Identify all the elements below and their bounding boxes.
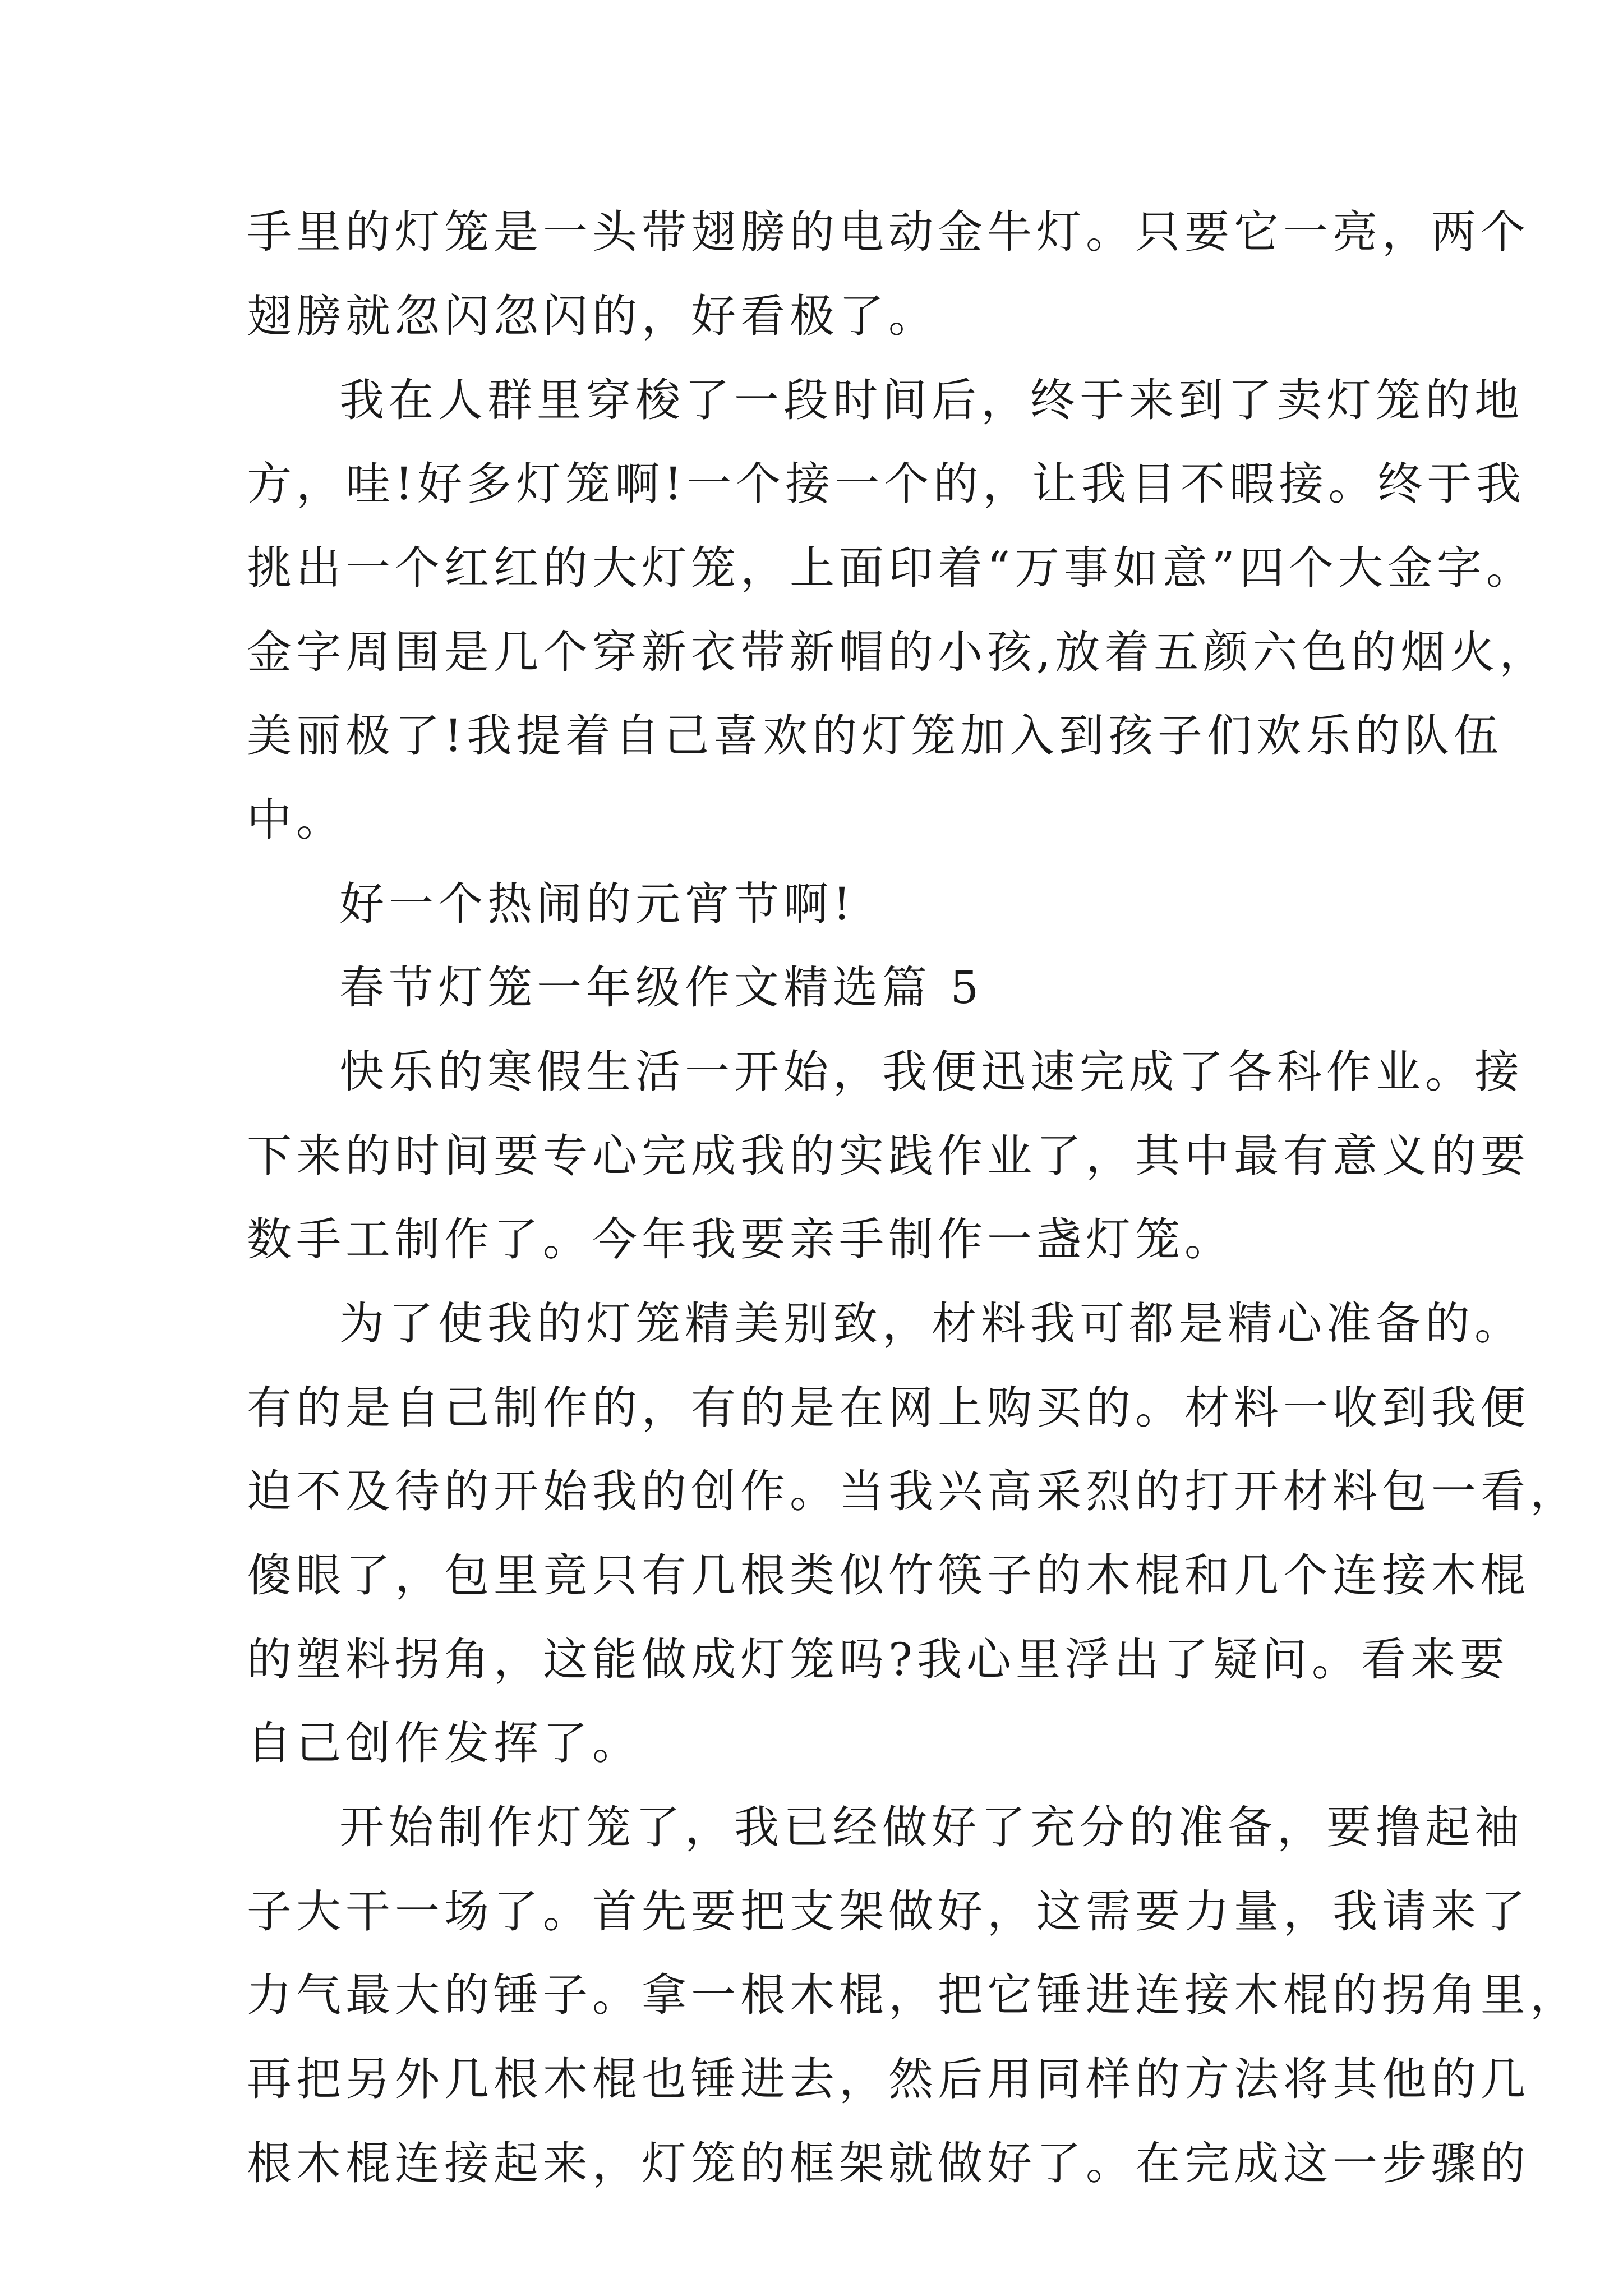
text-line: 迫不及待的开始我的创作。当我兴高采烈的打开材料包一看， — [247, 1465, 1579, 1517]
text-line: 自己创作发挥了。 — [247, 1717, 642, 1769]
text-line: 翅膀就忽闪忽闪的，好看极了。 — [247, 290, 938, 342]
text-line: 根木棍连接起来，灯笼的框架就做好了。在完成这一步骤的 — [247, 2137, 1530, 2189]
paragraph-start-line: 我在人群里穿梭了一段时间后，终于来到了卖灯笼的地 — [339, 374, 1524, 426]
text-line: 中。 — [247, 794, 345, 846]
text-line: 有的是自己制作的，有的是在网上购买的。材料一收到我便 — [247, 1382, 1530, 1434]
text-line: 下来的时间要专心完成我的实践作业了，其中最有意义的要 — [247, 1130, 1530, 1182]
paragraph-start-line: 快乐的寒假生活一开始，我便迅速完成了各科作业。接 — [339, 1046, 1524, 1098]
text-line: 挑出一个红红的大灯笼，上面印着“万事如意”四个大金字。 — [247, 542, 1536, 594]
text-line: 手里的灯笼是一头带翅膀的电动金牛灯。只要它一亮，两个 — [247, 206, 1530, 258]
text-line: 子大干一场了。首先要把支架做好，这需要力量，我请来了 — [247, 1885, 1530, 1938]
paragraph-start-line: 好一个热闹的元宵节啊! — [339, 878, 856, 930]
text-line: 美丽极了!我提着自己喜欢的灯笼加入到孩子们欢乐的队伍 — [247, 710, 1504, 762]
text-line: 金字周围是几个穿新衣带新帽的小孩,放着五颜六色的烟火， — [247, 626, 1549, 678]
text-line: 数手工制作了。今年我要亲手制作一盏灯笼。 — [247, 1213, 1234, 1266]
paragraph-start-line: 为了使我的灯笼精美别致，材料我可都是精心准备的。 — [339, 1297, 1524, 1350]
paragraph-start-line: 开始制作灯笼了，我已经做好了充分的准备，要撸起袖 — [339, 1801, 1524, 1853]
text-line: 力气最大的锤子。拿一根木棍，把它锤进连接木棍的拐角里， — [247, 1969, 1579, 2021]
text-line: 傻眼了，包里竟只有几根类似竹筷子的木棍和几个连接木棍 — [247, 1549, 1530, 1602]
text-line: 方，哇!好多灯笼啊!一个接一个的，让我目不暇接。终于我 — [247, 458, 1526, 510]
section-heading: 春节灯笼一年级作文精选篇 5 — [339, 961, 984, 1014]
text-line: 再把另外几根木棍也锤进去，然后用同样的方法将其他的几 — [247, 2053, 1530, 2105]
text-line: 的塑料拐角，这能做成灯笼吗?我心里浮出了疑问。看来要 — [247, 1634, 1509, 1686]
